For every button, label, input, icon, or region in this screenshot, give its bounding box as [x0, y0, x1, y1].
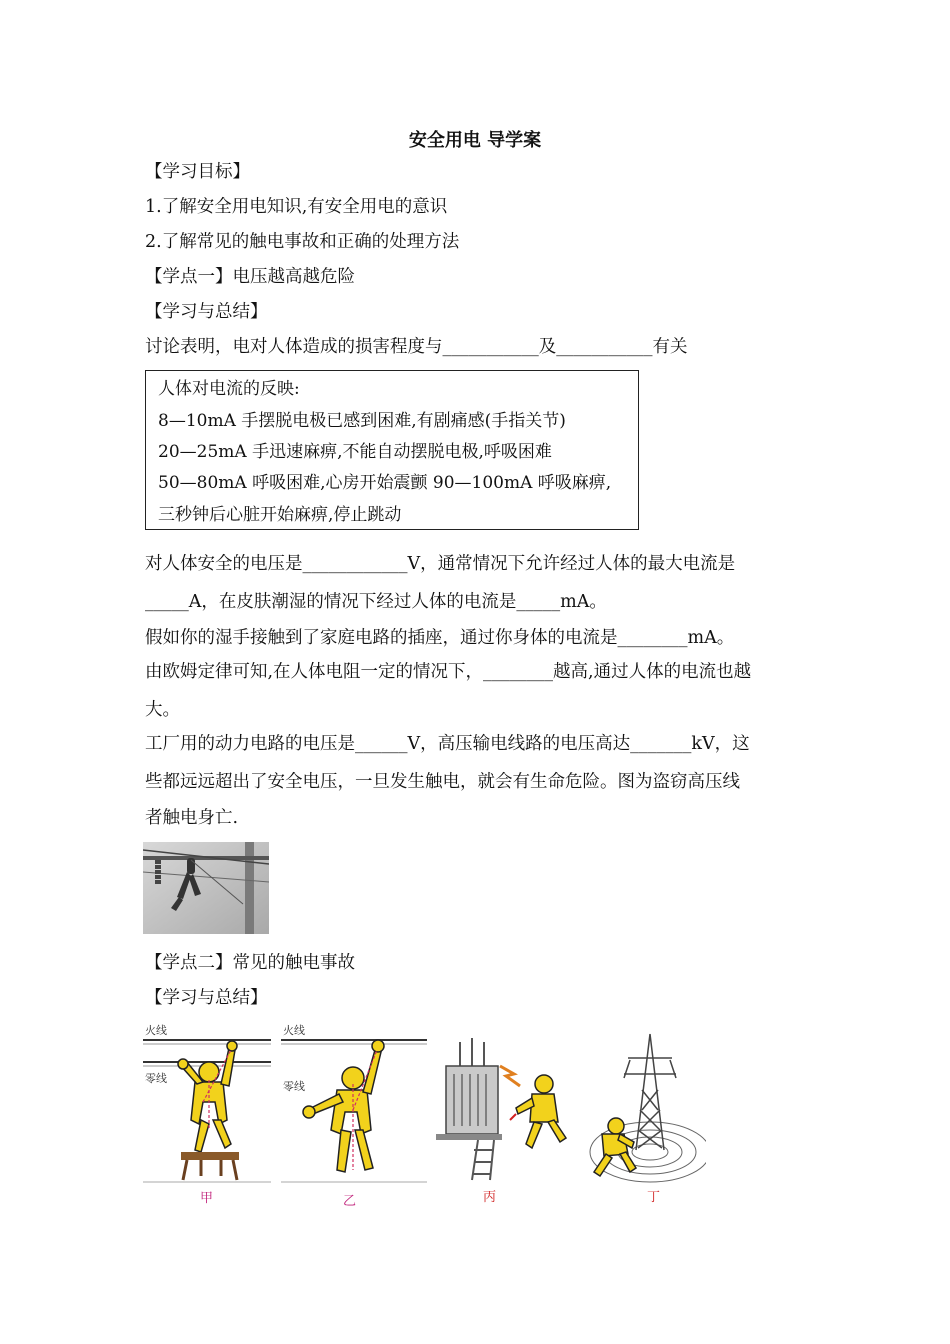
figure-caption: 乙: [343, 1194, 357, 1209]
paragraph-line: 些都远远超出了安全电压，一旦发生触电，就会有生命危险。图为盗窃高压线: [145, 772, 740, 792]
figure-caption: 甲: [200, 1191, 214, 1206]
box-line: 50—80mA 呼吸困难,心房开始震颤 90—100mA 呼吸麻痹,: [158, 473, 612, 493]
paragraph-line: 者触电身亡.: [145, 808, 239, 828]
live-wire-label: 火线: [145, 1024, 167, 1037]
electrocution-photo: [143, 842, 269, 934]
current-reaction-box: [145, 370, 639, 530]
box-line: 8—10mA 手摆脱电极已感到困难,有剧痛感(手指关节): [158, 411, 566, 431]
paragraph-line: 对人体安全的电压是____________V，通常情况下允许经过人体的最大电流是: [145, 554, 736, 574]
figure-bing: [434, 1030, 584, 1186]
objective-item: 1.了解安全用电知识,有安全用电的意识: [145, 197, 448, 217]
figure-caption: 丁: [647, 1190, 661, 1205]
paragraph-line: _____A，在皮肤潮湿的情况下经过人体的电流是_____mA。: [145, 592, 607, 612]
figure-jia: [143, 1020, 271, 1188]
page-title: 安全用电 导学案: [408, 130, 542, 151]
point1-header: 【学点一】电压越高越危险: [145, 267, 355, 287]
point1-summary-header: 【学习与总结】: [145, 302, 268, 322]
point2-header: 【学点二】常见的触电事故: [145, 953, 355, 973]
live-wire-label: 火线: [283, 1024, 305, 1037]
objectives-header: 【学习目标】: [145, 162, 250, 182]
figure-yi: [281, 1020, 427, 1188]
figure-ding: [580, 1030, 706, 1186]
paragraph-line: 工厂用的动力电路的电压是______V，高压输电线路的电压高达_______kV，这: [145, 734, 750, 754]
discussion-text: 讨论表明，电对人体造成的损害程度与___________及___________有关: [145, 337, 688, 357]
paragraph-line: 大。: [145, 700, 180, 720]
paragraph-line: 假如你的湿手接触到了家庭电路的插座，通过你身体的电流是________mA。: [145, 628, 735, 648]
neutral-wire-label: 零线: [145, 1072, 167, 1085]
box-line: 20—25mA 手迅速麻痹,不能自动摆脱电极,呼吸困难: [158, 442, 552, 462]
box-line: 人体对电流的反映:: [158, 379, 300, 399]
neutral-wire-label: 零线: [283, 1080, 305, 1093]
paragraph-line: 由欧姆定律可知,在人体电阻一定的情况下，________越高,通过人体的电流也越: [145, 662, 752, 682]
box-line: 三秒钟后心脏开始麻痹,停止跳动: [158, 505, 402, 525]
figure-caption: 丙: [483, 1190, 497, 1205]
objective-item: 2.了解常见的触电事故和正确的处理方法: [145, 232, 460, 252]
point2-summary-header: 【学习与总结】: [145, 988, 268, 1008]
